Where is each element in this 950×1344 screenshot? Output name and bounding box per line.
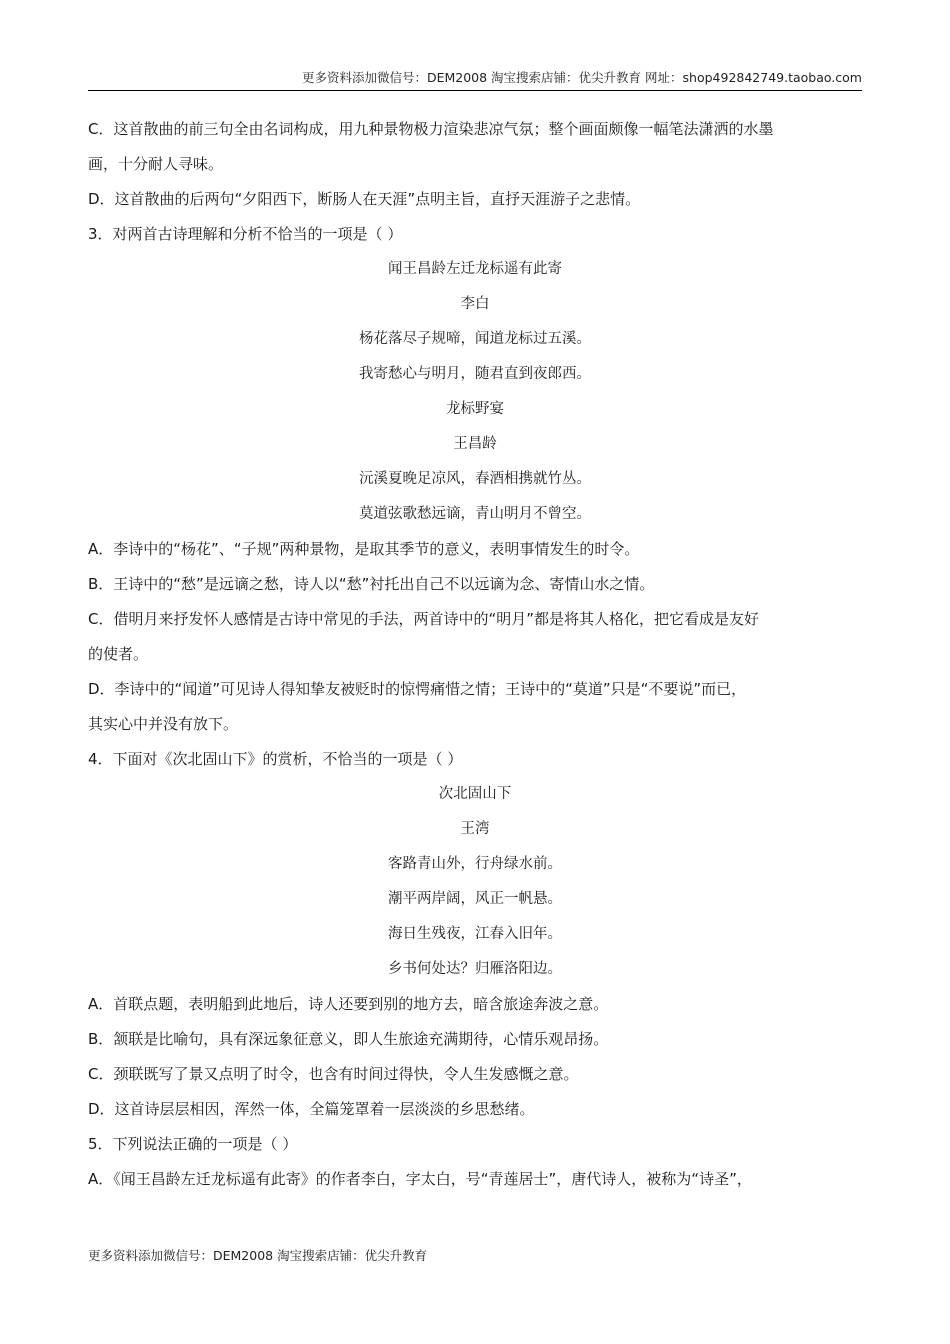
document-body [88, 112, 862, 1197]
text-line: 4．下面对《次北固山下》的赏析，不恰当的一项是（ ） [88, 750, 463, 768]
text-line: 画，十分耐人寻味。 [88, 155, 224, 173]
text-line: A．首联点题，表明船到此地后，诗人还要到别的地方去，暗含旅途奔波之意。 [88, 995, 609, 1013]
poem-line: 沅溪夏晚足凉风，春酒相携就竹丛。 [359, 471, 591, 487]
text-line: A．《闻王昌龄左迁龙标遥有此寄》的作者李白，字太白，号“青莲居士”，唐代诗人，被称为“诗圣”， [88, 1170, 752, 1188]
poem-line: 杨花落尽子规啼，闻道龙标过五溪。 [359, 331, 591, 347]
page-header: 更多资料添加微信号：DEM2008 淘宝搜索店铺：优尖升教育 网址：shop492842749.taobao.com [88, 68, 862, 91]
poem-line: 客路青山外，行舟绿水前。 [388, 856, 562, 872]
text-line: C．借明月来抒发怀人感情是古诗中常见的手法，两首诗中的“明月”都是将其人格化，把它看成是友好 [88, 610, 760, 628]
text-line: 的使者。 [88, 645, 149, 663]
poem-line: 潮平两岸阔，风正一帆悬。 [388, 891, 562, 907]
poem-line: 乡书何处达？归雁洛阳边。 [388, 961, 562, 977]
poem-line: 次北固山下 [438, 786, 512, 802]
text-line: B．颔联是比喻句，具有深远象征意义，即人生旅途充满期待，心情乐观昂扬。 [88, 1030, 609, 1048]
text-line: C．这首散曲的前三句全由名词构成，用九种景物极力渲染悲凉气氛；整个画面颇像一幅笔法潇洒的水墨 [88, 120, 774, 138]
text-line: C．颈联既写了景又点明了时令，也含有时间过得快，令人生发感慨之意。 [88, 1065, 579, 1083]
poem-line: 龙标野宴 [446, 401, 504, 417]
text-line: B．王诗中的“愁”是远谪之愁，诗人以“愁”衬托出自己不以远谪为念、寄情山水之情。 [88, 575, 655, 593]
text-line: 5．下列说法正确的一项是（ ） [88, 1135, 298, 1153]
poem-line: 王湾 [460, 821, 490, 837]
text-line: A．李诗中的“杨花”、“子规”两种景物，是取其季节的意义，表明事情发生的时令。 [88, 540, 640, 558]
poem-line: 王昌龄 [453, 436, 497, 452]
text-line: 其实心中并没有放下。 [88, 715, 239, 733]
page-footer: 更多资料添加微信号：DEM2008 淘宝搜索店铺：优尖升教育 [88, 1248, 428, 1263]
poem-line: 莫道弦歌愁远谪，青山明月不曾空。 [359, 506, 591, 522]
poem-line: 闻王昌龄左迁龙标遥有此寄 [388, 261, 562, 277]
text-line: D．这首散曲的后两句“夕阳西下，断肠人在天涯”点明主旨，直抒天涯游子之悲情。 [88, 190, 641, 208]
text-line: D．这首诗层层相因，浑然一体，全篇笼罩着一层淡淡的乡思愁绪。 [88, 1100, 535, 1118]
poem-line: 我寄愁心与明月，随君直到夜郎西。 [359, 366, 591, 382]
text-line: 3．对两首古诗理解和分析不恰当的一项是（ ） [88, 225, 403, 243]
poem-line: 海日生残夜，江春入旧年。 [388, 926, 562, 942]
text-line: D．李诗中的“闻道”可见诗人得知挚友被贬时的惊愕痛惜之情；王诗中的“莫道”只是“不要说”而已， [88, 680, 747, 698]
poem-line: 李白 [460, 296, 490, 312]
